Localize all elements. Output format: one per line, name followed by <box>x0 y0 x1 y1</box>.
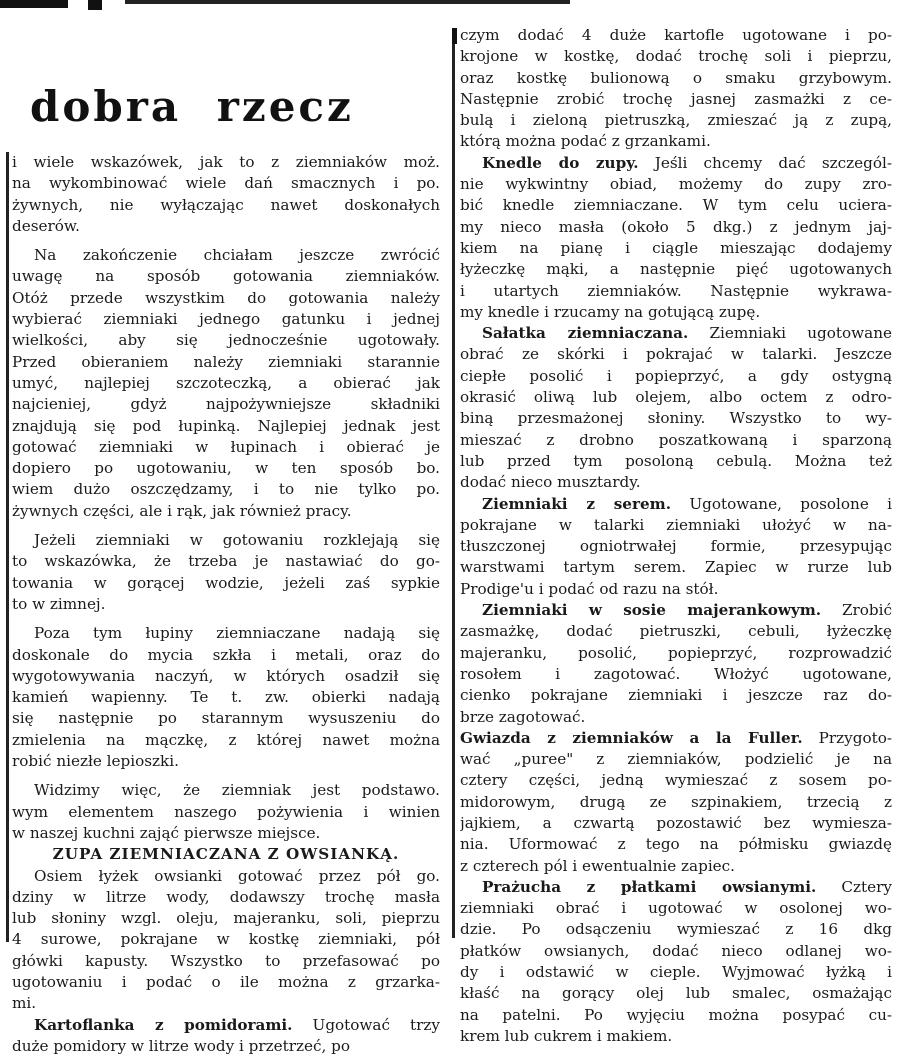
text-line-rest: Zrobić <box>821 601 892 620</box>
text-line-rest: Cztery <box>816 877 892 896</box>
text-line: umyć, najlepiej szczoteczką, a obierać jak <box>12 373 440 392</box>
text-line: nie wykwintny obiad, możemy do zupy zro- <box>460 175 892 194</box>
recipe-title: Sałatka ziemniaczana. <box>482 324 689 343</box>
text-line: kłaść na gorący olej lub smalec, osmażając <box>460 984 892 1003</box>
text-line: Widzimy więc, że ziemniak jest podstawo. <box>34 781 440 800</box>
text-line: krojone w kostkę, dodać trochę soli i pieprzu, <box>460 47 892 66</box>
paragraph <box>12 152 440 237</box>
text-line-rest: Jeśli chcemy dać szczegól- <box>638 153 892 172</box>
text-line: dodać nieco musztardy. <box>460 473 641 492</box>
text-line: kamień wapienny. Te t. zw. obierki nadają <box>12 688 440 707</box>
paragraph <box>460 153 892 323</box>
text-line: Następnie zrobić trochę jasnej zasmażki z ce- <box>460 89 892 108</box>
text-line: lub słoniny wzgl. oleju, majeranku, soli, pieprzu <box>12 909 440 928</box>
text-line: gotować ziemniaki w łupinach i obierać je <box>12 437 440 456</box>
text-line: biną przesmażonej słoniny. Wszystko to wy- <box>460 409 892 428</box>
text-line-rest: Przygoto- <box>802 728 892 747</box>
text-line: okrasić oliwą lub olejem, albo octem z odro- <box>460 388 892 407</box>
text-line <box>460 494 892 515</box>
text-line: wiem dużo oszczędzamy, i to nie tylko po. <box>12 480 440 499</box>
text-line: najcieniej, gdyż najpożywniejsze składniki <box>12 395 440 414</box>
text-line-rest: Ugotowane, posolone i <box>671 494 892 513</box>
text-line: znajdują się pod łupinką. Najlepiej jednak jest <box>12 416 440 435</box>
text-line: zasmażkę, dodać pietruszki, cebuli, łyżeczkę <box>460 622 892 641</box>
text-line: obrać ze skórki i pokrajać w talarki. Jeszcze <box>460 345 892 364</box>
column-rule-cap <box>452 28 457 44</box>
paragraph <box>12 623 440 772</box>
text-line: Jeżeli ziemniaki w gotowaniu rozklejają się <box>34 531 440 550</box>
left-column <box>12 152 440 1057</box>
section-heading-text: ZUPA ZIEMNIACZANA Z OWSIANKĄ. <box>52 845 400 864</box>
text-line: robić niezłe lepioszki. <box>12 752 179 771</box>
text-line: tłuszczonej ogniotrwałej formie, przesypując <box>460 537 892 556</box>
text-line: Na zakończenie chciałam jeszcze zwrócić <box>34 246 440 265</box>
text-line: Osiem łyżek owsianki gotować przez pół go. <box>34 866 440 885</box>
text-line: 4 surowe, pokrajane w kostkę ziemniaki, pół <box>12 930 440 949</box>
text-line: cztery części, jedną wymieszać z sosem po- <box>460 771 892 790</box>
column-rule-left <box>6 152 9 942</box>
text-line: mieszać z drobno poszatkowaną i sparzoną <box>460 430 892 449</box>
text-line-rest: Ugotować trzy <box>292 1015 440 1034</box>
paragraph <box>460 494 892 600</box>
text-line: płatków owsianych, dodać nieco odlanej wo- <box>460 941 892 960</box>
text-line: na wykombinować wiele dań smacznych i po. <box>12 174 440 193</box>
text-line <box>460 728 892 749</box>
text-line <box>460 600 892 621</box>
text-line: wybierać ziemniaki jednego gatunku i jednej <box>12 310 440 329</box>
paragraph <box>12 530 440 615</box>
text-line: wym elementem naszego pożywienia i winien <box>12 802 440 821</box>
text-line: dziny w litrze wody, dodawszy trochę masła <box>12 887 440 906</box>
masthead-rule-fragment <box>88 0 102 10</box>
text-line: rosołem i zagotować. Włożyć ugotowane, <box>460 664 892 683</box>
text-line: ziemniaki obrać i ugotować w osolonej wo- <box>460 899 892 918</box>
text-line: duże pomidory w litrze wody i przetrzeć, po <box>12 1036 351 1055</box>
text-line: my nieco masła (około 5 dkg.) z jednym jaj- <box>460 217 892 236</box>
text-line: cienko pokrajane ziemniaki i jeszcze raz do- <box>460 686 892 705</box>
text-line: na patelni. Po wyjęciu można posypać cu- <box>460 1005 892 1024</box>
recipe-title: Gwiazda z ziemniaków a la Fuller. <box>460 728 803 747</box>
text-line: żywnych części, ale i rąk, jak również pracy. <box>12 501 352 520</box>
text-line: dzie. Po odsączeniu wymieszać z 16 dkg <box>460 920 892 939</box>
recipe-title: Prażucha z płatkami owsianymi. <box>482 877 817 896</box>
text-line-rest: Ziemniaki ugotowane <box>688 324 892 343</box>
paragraph <box>12 245 440 522</box>
text-line: to w zimnej. <box>12 594 106 613</box>
text-line: brze zagotować. <box>460 707 586 726</box>
text-line: Poza tym łupiny ziemniaczane nadają się <box>34 624 440 643</box>
column-rule-middle <box>452 28 455 938</box>
paragraph <box>12 780 440 844</box>
paragraph <box>460 877 892 1047</box>
text-line: to wskazówka, że trzeba je nastawiać do go- <box>12 552 440 571</box>
text-line: którą można podać z grzankami. <box>460 132 711 151</box>
text-line: mi. <box>12 994 37 1013</box>
text-line: pokrajane w talarki ziemniaki ułożyć w na- <box>460 515 892 534</box>
text-line: wielkości, aby się jednocześnie ugotowały. <box>12 331 440 350</box>
recipe-title: Kartoflanka z pomidorami. <box>34 1015 293 1034</box>
text-line: czym dodać 4 duże kartofle ugotowane i po- <box>460 26 892 44</box>
text-line: my knedle i rzucamy na gotującą zupę. <box>460 302 761 321</box>
text-line: oraz kostkę bulionową o smaku grzybowym. <box>460 68 892 87</box>
paragraph <box>460 25 892 153</box>
text-line: towania w gorącej wodzie, jeżeli zaś sypkie <box>12 573 440 592</box>
paragraph <box>460 728 892 877</box>
recipe-title: Ziemniaki w sosie majerankowym. <box>482 601 822 620</box>
text-line: i utartych ziemniaków. Następnie wykrawa- <box>460 281 892 300</box>
text-line: wać „puree" z ziemniaków, podzielić je na <box>460 750 892 769</box>
recipe-title: Knedle do zupy. <box>482 153 639 172</box>
text-line: i wiele wskazówek, jak to z ziemniaków moż. <box>12 153 440 171</box>
text-line: lub przed tym posoloną cebulą. Można też <box>460 451 892 470</box>
text-line: krem lub cukrem i makiem. <box>460 1026 673 1045</box>
section-heading <box>12 844 440 865</box>
text-line: żywnych, nie wyłączając nawet doskonałych <box>12 195 440 214</box>
text-line: dy i odstawić w cieple. Wyjmować łyżką i <box>460 963 892 982</box>
article-headline: dobra rzecz <box>30 82 354 131</box>
right-column <box>460 25 892 1047</box>
paragraph <box>12 1015 440 1057</box>
text-line: kiem na pianę i ciągle mieszając dodajemy <box>460 238 892 257</box>
text-line <box>460 323 892 344</box>
masthead-rule-fragment <box>0 0 68 8</box>
text-line: nia. Uformować z tego na półmisku gwiazdę <box>460 835 892 854</box>
text-line: bulą i zieloną pietruszką, zmieszać ją z zupą, <box>460 111 892 130</box>
masthead-rule <box>125 0 570 4</box>
text-line: z czterech pól i ewentualnie zapiec. <box>460 856 735 875</box>
text-line: majeranku, posolić, popieprzyć, rozprowadzić <box>460 643 892 662</box>
text-line <box>12 1015 440 1036</box>
text-line: Przed obieraniem należy ziemniaki starannie <box>12 352 440 371</box>
text-line: główki kapusty. Wszystko to przefasować po <box>12 951 440 970</box>
text-line: w naszej kuchni zająć pierwsze miejsce. <box>12 823 321 842</box>
text-line <box>460 877 892 898</box>
paragraph <box>460 600 892 728</box>
text-line: Prodige'u i podać od razu na stół. <box>460 579 719 598</box>
text-line: bić knedle ziemniaczane. W tym celu uciera- <box>460 196 892 215</box>
text-line <box>460 153 892 174</box>
text-line: midorowym, drugą ze szpinakiem, trzecią z <box>460 792 892 811</box>
text-line: dopiero po ugotowaniu, w ten sposób bo. <box>12 459 440 478</box>
text-line: uwagę na sposób gotowania ziemniaków. <box>12 267 440 286</box>
text-line: doskonale do mycia szkła i metali, oraz do <box>12 645 440 664</box>
paragraph <box>460 323 892 493</box>
text-line: zmielenia na mączkę, z której nawet można <box>12 730 440 749</box>
text-line: deserów. <box>12 216 80 235</box>
text-line: warstwami tartym serem. Zapiec w rurze lub <box>460 558 892 577</box>
text-line: wygotowywania naczyń, w których osadził się <box>12 666 440 685</box>
paragraph <box>12 866 440 1015</box>
text-line: się następnie po starannym wysuszeniu do <box>12 709 440 728</box>
text-line: ciepłe posolić i popieprzyć, a gdy ostygną <box>460 366 892 385</box>
text-line: Otóż przede wszystkim do gotowania należy <box>12 288 440 307</box>
recipe-title: Ziemniaki z serem. <box>482 494 671 513</box>
text-line: jajkiem, a czwartą pozostawić bez wymiesza- <box>460 813 892 832</box>
text-line: łyżeczkę mąki, a następnie pięć ugotowanych <box>460 260 892 279</box>
text-line: ugotowaniu i podać o ile można z grzarka- <box>12 972 440 991</box>
